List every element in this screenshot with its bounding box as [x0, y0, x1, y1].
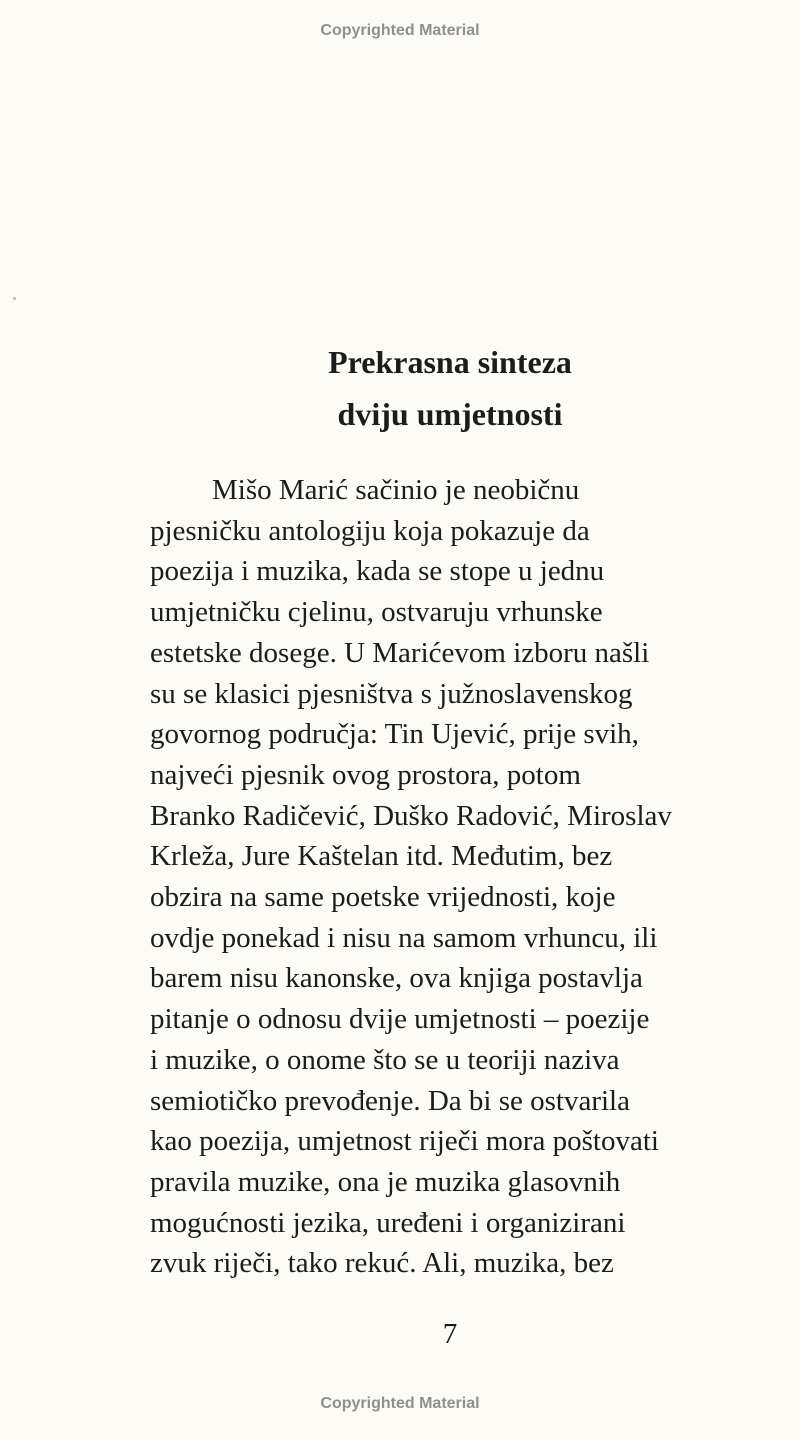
paragraph-line: najveći pjesnik ovog prostora, potom — [150, 758, 581, 791]
paragraph-line: i muzike, o onome što se u teoriji naziva — [150, 1043, 620, 1076]
paragraph-line: mogućnosti jezika, uređeni i organizirani — [150, 1206, 626, 1239]
paragraph-line: barem nisu kanonske, ova knjiga postavlja — [150, 962, 643, 995]
paragraph-line: pjesničku antologiju koja pokazuje da — [150, 514, 590, 547]
paragraph-line: pravila muzike, ona je muzika glasovnih — [150, 1165, 621, 1198]
paragraph-line: Krleža, Jure Kaštelan itd. Međutim, bez — [150, 840, 613, 873]
copyright-watermark-top: Copyrighted Material — [320, 22, 480, 39]
chapter-title-line: Prekrasna sinteza — [328, 344, 572, 380]
copyright-watermark-bottom: Copyrighted Material — [320, 1395, 480, 1412]
paragraph-line: poezija i muzika, kada se stope u jednu — [150, 555, 605, 588]
paragraph-line: semiotičko prevođenje. Da bi se ostvarila — [150, 1084, 630, 1117]
paragraph-line: Branko Radičević, Duško Radović, Miroslav — [150, 799, 672, 832]
paragraph-line: umjetničku cjelinu, ostvaruju vrhunske — [150, 596, 603, 629]
chapter-title — [150, 336, 750, 440]
paragraph-line: kao poezija, umjetnost riječi mora poštovati — [150, 1125, 659, 1158]
paragraph-line: su se klasici pjesništva s južnoslavenskog — [150, 677, 633, 710]
paragraph-line: ovdje ponekad i nisu na samom vrhuncu, ili — [150, 921, 658, 954]
paragraph-line: obzira na same poetske vrijednosti, koje — [150, 881, 616, 914]
paragraph-line: zvuk riječi, tako rekuć. Ali, muzika, bez — [150, 1247, 614, 1280]
paragraph-line: Mišo Marić sačinio je neobičnu — [212, 474, 580, 506]
page-number: 7 — [442, 1318, 458, 1350]
paragraph-line: govornog područja: Tin Ujević, prije svih, — [150, 718, 639, 751]
chapter-paragraph — [150, 470, 760, 1284]
paragraph-line: estetske dosege. U Marićevom izboru našli — [150, 636, 650, 669]
scan-speck — [13, 297, 16, 300]
paragraph-line: pitanje o odnosu dvije umjetnosti – poezije — [150, 1003, 650, 1036]
chapter-title-line: dviju umjetnosti — [337, 396, 563, 432]
